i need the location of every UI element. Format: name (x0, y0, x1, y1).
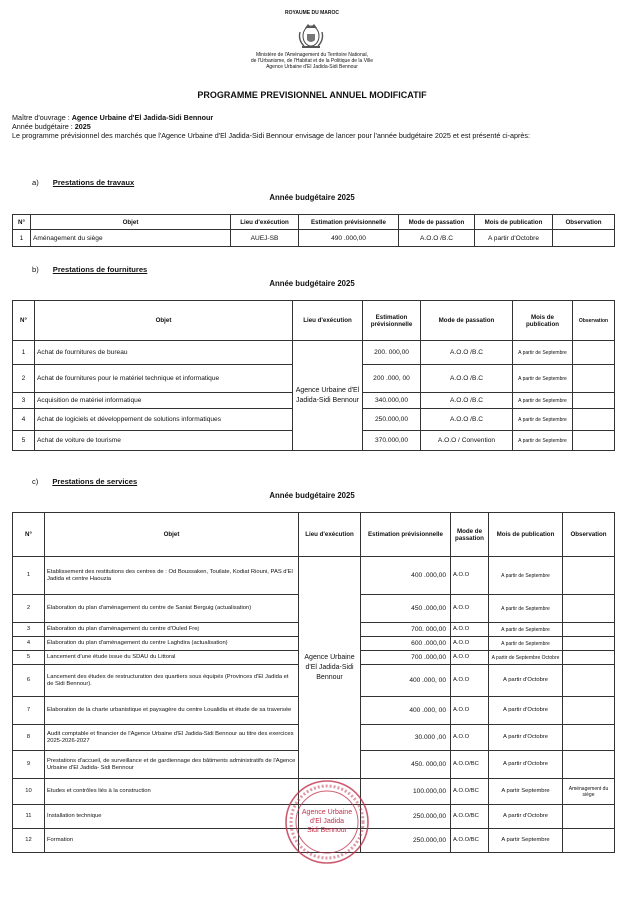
cell-objet: Achat de logiciels et développement de solutions informatiques (35, 409, 293, 431)
cell-objet: Formation (45, 829, 299, 853)
cell-mode: A.O.O/BC (451, 805, 489, 829)
cell-mois: A partir Septembre (489, 779, 563, 805)
cell-estimation: 450. 000,00 (361, 751, 451, 779)
table-fournitures (12, 300, 615, 451)
cell-estimation: 700 .000,00 (361, 651, 451, 665)
cell-mode: A.O.O /B.C (399, 230, 475, 247)
cell-estimation: 490 .000,00 (299, 230, 399, 247)
cell-observation (563, 805, 615, 829)
col-header-mois: Mois de publication (489, 513, 563, 557)
cell-mois: A partir d'Octobre (489, 697, 563, 725)
cell-mode: A.O.O (451, 557, 489, 595)
owner-label: Maître d'ouvrage : (12, 113, 72, 122)
kingdom-heading: ROYAUME DU MAROC (285, 10, 339, 16)
cell-n: 3 (13, 393, 35, 409)
cell-objet: Aménagement du siège (31, 230, 231, 247)
cell-mode: A.O.O/BC (451, 751, 489, 779)
cell-n: 6 (13, 665, 45, 697)
cell-estimation: 100.000,00 (361, 779, 451, 805)
col-header-objet: Objet (31, 215, 231, 230)
cell-n: 12 (13, 829, 45, 853)
cell-mode: A.O.O /B.C (421, 409, 513, 431)
col-header-mois: Mois de publication (475, 215, 553, 230)
cell-mode: A.O.O (451, 697, 489, 725)
col-header-objet: Objet (35, 301, 293, 341)
section-b-letter: b) (32, 265, 39, 274)
cell-observation (563, 623, 615, 637)
royal-emblem-icon (296, 20, 326, 50)
cell-objet: Achat de fournitures de bureau (35, 341, 293, 365)
cell-mode: A.O.O (451, 665, 489, 697)
table-row (13, 557, 615, 595)
official-stamp (283, 778, 371, 866)
cell-n: 1 (13, 341, 35, 365)
intro-block (12, 113, 612, 140)
section-a-letter: a) (32, 178, 39, 187)
cell-estimation: 340.000,00 (363, 393, 421, 409)
cell-estimation: 200 .000, 00 (363, 365, 421, 393)
stamp-line-1: Agence Urbaine (301, 809, 353, 816)
cell-mode: A.O.O /B.C (421, 341, 513, 365)
cell-estimation: 600 .000,00 (361, 637, 451, 651)
cell-objet: Acquisition de matériel informatique (35, 393, 293, 409)
cell-lieu: Agence Urbaine d'El Jadida-Sidi Bennour (293, 341, 363, 451)
cell-n: 8 (13, 725, 45, 751)
cell-estimation: 370.000,00 (363, 431, 421, 451)
table-travaux (12, 214, 615, 247)
cell-mois: A partir Septembre (489, 829, 563, 853)
col-header-lieu: Lieu d'exécution (231, 215, 299, 230)
cell-observation (563, 651, 615, 665)
col-header-n: N° (13, 215, 31, 230)
cell-objet: Elaboration de la charte urbanistique et paysagère du centre Loualidia et étude de sa traversée (45, 697, 299, 725)
cell-estimation: 200. 000,00 (363, 341, 421, 365)
cell-observation (573, 365, 615, 393)
col-header-observation: Observation (553, 215, 615, 230)
cell-objet: Achat de fournitures pour le matériel technique et informatique (35, 365, 293, 393)
cell-objet: Audit comptable et financier de l'Agence Urbaine d'El Jadida-Sidi Bennour au titre des exercices 2025-2026-2027 (45, 725, 299, 751)
cell-observation (563, 637, 615, 651)
cell-estimation: 250.000,00 (363, 409, 421, 431)
col-header-estimation: Estimation prévisionnelle (363, 301, 421, 341)
document-title: PROGRAMME PREVISIONNEL ANNUEL MODIFICATIF (197, 90, 427, 100)
cell-mois: A partir d'Octobre (489, 665, 563, 697)
section-a-year: Année budgétaire 2025 (269, 193, 355, 202)
cell-estimation: 450 .000,00 (361, 595, 451, 623)
cell-mode: A.O.O (451, 637, 489, 651)
cell-mode: A.O.O (451, 595, 489, 623)
cell-n: 7 (13, 697, 45, 725)
cell-mois: A partir de Septembre (513, 341, 573, 365)
col-header-n: N° (13, 513, 45, 557)
cell-mois: A partir de Septembre (489, 595, 563, 623)
col-header-mois: Mois de publication (513, 301, 573, 341)
stamp-line-2: d'El Jadida (309, 818, 345, 825)
stamp-text (283, 808, 371, 835)
cell-n: 2 (13, 365, 35, 393)
cell-observation: Aménagement du siège (563, 779, 615, 805)
ministry-line-2: de l'Urbanisme, de l'Habitat et de la Politique de la Ville (250, 58, 374, 64)
cell-observation (573, 409, 615, 431)
cell-mode: A.O.O (451, 725, 489, 751)
cell-n: 11 (13, 805, 45, 829)
cell-estimation: 400 .000, 00 (361, 665, 451, 697)
cell-objet: Prestations d'accueil, de surveillance et de gardiennage des bâtiments administratifs de l'Agence Urbaine d'El Jadida- Sidi Bennour (45, 751, 299, 779)
section-c-letter: c) (32, 477, 39, 486)
col-header-observation: Observation (573, 301, 615, 341)
cell-n: 1 (13, 557, 45, 595)
cell-observation (573, 341, 615, 365)
cell-objet: Lancement d'une étude issue du SDAU du Littoral (45, 651, 299, 665)
cell-objet: Élaboration du plan d'aménagement du centre d'Ouled Frej (45, 623, 299, 637)
cell-mois: A partir de Septembre (513, 365, 573, 393)
section-b-label: Prestations de fournitures (52, 265, 148, 274)
cell-n: 1 (13, 230, 31, 247)
cell-estimation: 400 .000, 00 (361, 697, 451, 725)
cell-n: 5 (13, 431, 35, 451)
col-header-estimation: Estimation prévisionnelle (299, 215, 399, 230)
col-header-estimation: Estimation prévisionnelle (361, 513, 451, 557)
cell-mode: A.O.O /B.C (421, 393, 513, 409)
cell-mois: A partir d'Octobre (489, 805, 563, 829)
ministry-line-1: Ministère de l'Aménagement du Territoire National, (255, 52, 369, 58)
cell-mois: A partir d'Octobre (489, 725, 563, 751)
col-header-n: N° (13, 301, 35, 341)
cell-mode: A.O.O (451, 623, 489, 637)
cell-n: 4 (13, 637, 45, 651)
cell-objet: Achat de voiture de tourisme (35, 431, 293, 451)
section-c-heading (32, 477, 137, 486)
cell-mode: A.O.O /B.C (421, 365, 513, 393)
year-label: Année budgétaire : (12, 122, 75, 131)
col-header-mode: Mode de passation (421, 301, 513, 341)
cell-observation (563, 697, 615, 725)
cell-observation (553, 230, 615, 247)
intro-text: Le programme prévisionnel des marchés que l'Agence Urbaine d'El Jadida-Sidi Bennour envisage de lancer pour l'année budgétaire 2025 et est présenté ci-après: (12, 131, 530, 140)
cell-lieu: AUEJ-SB (231, 230, 299, 247)
cell-n: 5 (13, 651, 45, 665)
cell-objet: Élaboration du plan d'aménagement du centre de Saniat Berguig (actualisation) (45, 595, 299, 623)
cell-mois: A partir d'Octobre (475, 230, 553, 247)
cell-mois: A partir de Septembre (489, 557, 563, 595)
cell-mois: A partir d'Octobre (489, 751, 563, 779)
cell-estimation: 30.000 ,00 (361, 725, 451, 751)
cell-mode: A.O.O / Convention (421, 431, 513, 451)
cell-n: 3 (13, 623, 45, 637)
agency-line: Agence Urbaine d'El Jadida-Sidi Bennour (266, 64, 358, 70)
table-row (13, 341, 615, 365)
cell-objet: Etablissement des restitutions des centres de : Od Boussaken, Touilate, Kodiat Riouni, PAS d'El Jadida et centre Haouzia (45, 557, 299, 595)
cell-estimation: 400 .000,00 (361, 557, 451, 595)
cell-n: 4 (13, 409, 35, 431)
col-header-observation: Observation (563, 513, 615, 557)
col-header-mode: Mode de passation (451, 513, 489, 557)
cell-objet: Etudes et contrôles liés à la construction (45, 779, 299, 805)
cell-objet: Installation technique (45, 805, 299, 829)
year-value: 2025 (74, 122, 91, 131)
table-row (13, 230, 615, 247)
cell-observation (563, 557, 615, 595)
cell-estimation: 700. 000,00 (361, 623, 451, 637)
cell-observation (573, 393, 615, 409)
cell-mois: A partir de Septembre (513, 393, 573, 409)
cell-estimation: 250.000,00 (361, 805, 451, 829)
cell-n: 9 (13, 751, 45, 779)
cell-mois: A partir de Septembre (513, 431, 573, 451)
cell-n: 2 (13, 595, 45, 623)
cell-estimation: 250.000,00 (361, 829, 451, 853)
col-header-mode: Mode de passation (399, 215, 475, 230)
section-a-label: Prestations de travaux (52, 178, 135, 187)
cell-mode: A.O.O (451, 651, 489, 665)
cell-mois: A partir de Septembre (513, 409, 573, 431)
cell-observation (573, 431, 615, 451)
cell-mode: A.O.O/BC (451, 779, 489, 805)
col-header-lieu: Lieu d'exécution (293, 301, 363, 341)
col-header-objet: Objet (45, 513, 299, 557)
section-a-heading (32, 178, 134, 187)
cell-objet: Élaboration du plan d'aménagement du centre Laghdira (actualisation) (45, 637, 299, 651)
cell-objet: Lancement des études de restructuration des quartiers sous équipés (Provinces d'El Jadida et de Sidi Bennour). (45, 665, 299, 697)
cell-observation (563, 751, 615, 779)
cell-mois: A partir de Septembre (489, 637, 563, 651)
cell-mois: A partir de Septembre Octobre (489, 651, 563, 665)
section-b-heading (32, 265, 147, 274)
cell-observation (563, 829, 615, 853)
cell-lieu: Agence Urbaine d'El Jadida-Sidi Bennour (299, 557, 361, 779)
owner-value: Agence Urbaine d'El Jadida-Sidi Bennour (71, 113, 214, 122)
section-c-label: Prestations de services (52, 477, 138, 486)
section-b-year: Année budgétaire 2025 (269, 279, 355, 288)
section-c-year: Année budgétaire 2025 (269, 491, 355, 500)
cell-mois: A partir de Septembre (489, 623, 563, 637)
stamp-line-3: Sidi Bennour (306, 827, 348, 834)
cell-observation (563, 665, 615, 697)
col-header-lieu: Lieu d'exécution (299, 513, 361, 557)
cell-n: 10 (13, 779, 45, 805)
cell-observation (563, 725, 615, 751)
cell-mode: A.O.O/BC (451, 829, 489, 853)
cell-observation (563, 595, 615, 623)
